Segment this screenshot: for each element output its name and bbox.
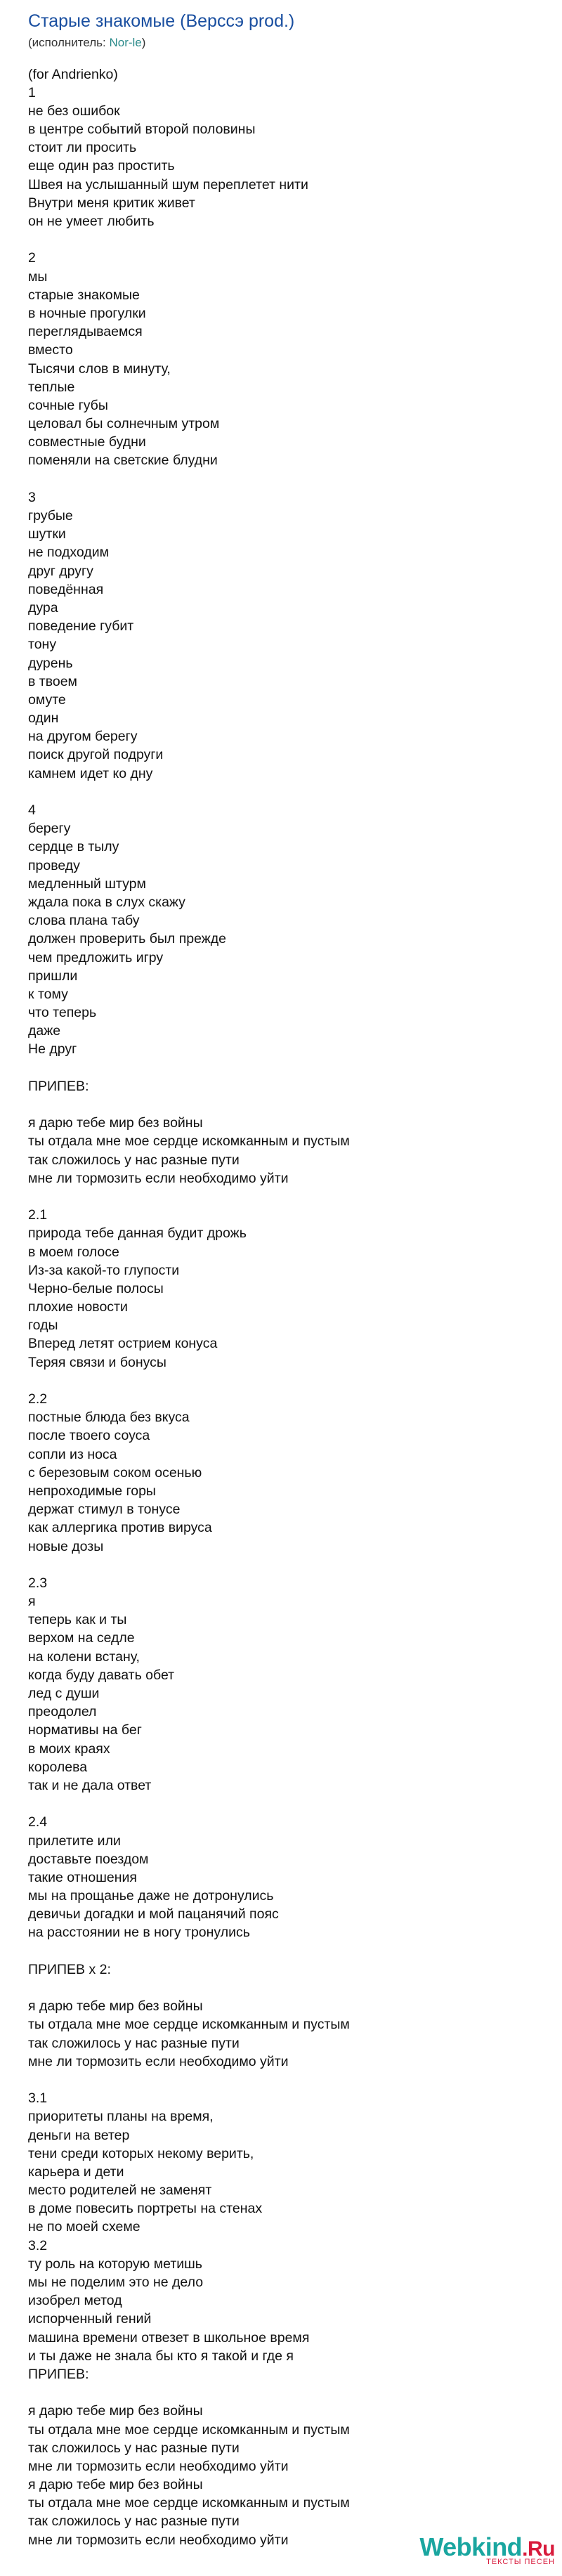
lyric-line: мне ли тормозить если необходимо уйти <box>28 1170 289 1186</box>
lyric-line: тени среди которых некому верить, <box>28 2145 254 2161</box>
lyric-line: так и не дала ответ <box>28 1777 152 1793</box>
lyric-line: место родителей не заменят <box>28 2183 212 2199</box>
lyric-line: ждала пока в слух скажу <box>28 894 185 910</box>
lyric-line: дурень <box>28 655 73 671</box>
lyric-line: годы <box>28 1318 58 1334</box>
lyric-line: мне ли тормозить если необходимо уйти <box>28 2053 289 2069</box>
lyric-line: в моем голосе <box>28 1244 119 1260</box>
lyric-line: как аллергика против вируса <box>28 1520 212 1536</box>
lyric-line: дура <box>28 599 58 616</box>
lyric-line <box>28 1979 562 1997</box>
lyric-line: в твоем <box>28 673 77 689</box>
lyric-line: карьера и дети <box>28 2164 124 2180</box>
lyric-line: целовал бы солнечным утром <box>28 416 220 432</box>
lyric-line: 2 <box>28 250 36 266</box>
lyric-line: непроходимые горы <box>28 1483 156 1499</box>
lyric-line: деньги на ветер <box>28 2127 130 2143</box>
lyric-line <box>28 1556 562 1574</box>
lyric-line: грубые <box>28 508 73 523</box>
lyric-line: поведённая <box>28 581 104 597</box>
lyric-line: 2.4 <box>28 1814 48 1830</box>
lyric-line: чем предложить игру <box>28 949 164 965</box>
lyric-line: теплые <box>28 379 75 395</box>
lyric-line: еще один раз простить <box>28 158 175 174</box>
watermark-brand: Webkind <box>419 2532 523 2561</box>
lyric-line: мы на прощанье даже не дотронулись <box>28 1888 274 1904</box>
lyric-line: проведу <box>28 857 80 873</box>
lyric-line: испорченный гений <box>28 2311 152 2327</box>
lyric-line: на расстоянии не в ногу тронулись <box>28 1925 250 1941</box>
lyric-line: Вперед летят острием конуса <box>28 1336 218 1352</box>
lyric-line: я дарю тебе мир без войны <box>28 2403 203 2419</box>
lyric-line <box>28 2383 562 2402</box>
lyric-line: я дарю тебе мир без войны <box>28 1998 203 2015</box>
lyric-line: переглядываемся <box>28 324 143 340</box>
lyric-line <box>28 1942 562 1960</box>
lyric-line: плохие новости <box>28 1299 128 1315</box>
lyric-line: Не друг <box>28 1041 77 1058</box>
lyric-line: я <box>28 1594 36 1610</box>
lyric-line: даже <box>28 1023 61 1039</box>
lyric-line: в доме повесить портреты на стенах <box>28 2201 263 2217</box>
lyric-line <box>28 1059 562 1077</box>
lyric-line: в ночные прогулки <box>28 305 146 321</box>
lyric-line: не подходим <box>28 545 110 561</box>
lyric-line <box>28 1372 562 1390</box>
lyric-line: старые знакомые <box>28 287 140 303</box>
lyric-line: верхом на седле <box>28 1630 135 1646</box>
lyric-line: поменяли на светские блудни <box>28 453 218 469</box>
lyric-line: так сложилось у нас разные пути <box>28 2440 240 2456</box>
lyric-line: ты отдала мне мое сердце искомканным и пустым <box>28 1133 350 1150</box>
lyric-line: так сложилось у нас разные пути <box>28 2513 240 2530</box>
lyric-line: 1 <box>28 84 36 100</box>
performer-link[interactable]: Nor-le <box>109 35 142 49</box>
lyric-line: в центре событий второй половины <box>28 122 256 138</box>
lyric-line: не без ошибок <box>28 103 120 119</box>
site-watermark <box>419 2532 555 2566</box>
lyric-line: на колени встану, <box>28 1648 140 1665</box>
lyric-line: сердце в тылу <box>28 839 119 855</box>
lyric-line: Черно-белые полосы <box>28 1280 164 1296</box>
lyric-line: Внутри меня критик живет <box>28 195 195 211</box>
lyrics-body <box>28 65 562 2549</box>
watermark-tagline: ТЕКСТЫ ПЕСЕН <box>486 2558 555 2566</box>
lyric-line: Теряя связи и бонусы <box>28 1354 166 1370</box>
lyric-line: и ты даже не знала бы кто я такой и где я <box>28 2348 294 2364</box>
lyric-line: доставьте поездом <box>28 1851 149 1867</box>
lyric-line: ты отдала мне мое сердце искомканным и пустым <box>28 2421 350 2438</box>
lyric-line: совместные будни <box>28 434 146 450</box>
lyric-line: лед с души <box>28 1686 100 1701</box>
lyric-line: такие отношения <box>28 1869 137 1885</box>
lyric-line: 3 <box>28 489 36 505</box>
lyric-line: Тысячи слов в минуту, <box>28 360 171 377</box>
lyric-line <box>28 1188 562 1206</box>
lyric-line: камнем идет ко дну <box>28 765 153 781</box>
lyric-line: мы не поделим это не дело <box>28 2275 204 2290</box>
lyric-line: Швея на услышанный шум переплетет нити <box>28 176 308 193</box>
lyric-line: прилетите или <box>28 1833 121 1849</box>
lyric-line: друг другу <box>28 563 93 579</box>
lyric-line: что теперь <box>28 1005 97 1021</box>
lyric-line: мне ли тормозить если необходимо уйти <box>28 2458 289 2474</box>
lyric-line: сочные губы <box>28 397 108 413</box>
lyric-line: 3.2 <box>28 2237 48 2253</box>
lyric-line: пришли <box>28 968 78 984</box>
lyric-line <box>28 470 562 488</box>
lyric-line: преодолел <box>28 1704 97 1720</box>
performer-prefix: (исполнитель: <box>28 35 110 49</box>
lyric-line <box>28 1095 562 1114</box>
lyric-line: так сложилось у нас разные пути <box>28 2035 240 2051</box>
lyric-line: с березовым соком осенью <box>28 1464 202 1481</box>
lyric-line: ту роль на которую метишь <box>28 2256 202 2272</box>
lyric-line: Из-за какой-то глупости <box>28 1262 180 1278</box>
performer-line <box>28 36 562 50</box>
lyric-line: (for Andrienko) <box>28 66 118 82</box>
lyric-line: мы <box>28 268 48 285</box>
lyric-line: нормативы на бег <box>28 1722 142 1738</box>
lyric-line: я дарю тебе мир без войны <box>28 2477 203 2493</box>
lyric-line: омуте <box>28 691 66 708</box>
song-title: Старые знакомые (Верссэ prod.) <box>28 11 295 31</box>
lyric-line: так сложилось у нас разные пути <box>28 1152 240 1168</box>
lyric-line: ПРИПЕВ: <box>28 1078 89 1094</box>
lyric-line: новые дозы <box>28 1538 104 1554</box>
lyric-line: вместо <box>28 342 73 358</box>
lyric-line: ПРИПЕВ x 2: <box>28 1961 111 1977</box>
lyric-line: поиск другой подруги <box>28 747 164 763</box>
lyric-line: 2.2 <box>28 1391 48 1407</box>
lyric-line: 2.3 <box>28 1575 48 1591</box>
lyric-line <box>28 230 562 249</box>
lyric-line: слова плана табу <box>28 913 140 929</box>
lyric-line: машина времени отвезет в школьное время <box>28 2329 310 2346</box>
lyric-line: после твоего соуса <box>28 1428 150 1444</box>
lyric-line: один <box>28 710 59 727</box>
lyric-line: держат стимул в тонусе <box>28 1502 181 1518</box>
lyric-line: когда буду давать обет <box>28 1667 175 1683</box>
lyric-line: шутки <box>28 526 66 542</box>
lyric-line: берегу <box>28 821 71 837</box>
lyric-line: 4 <box>28 802 36 818</box>
lyric-line: медленный штурм <box>28 876 146 892</box>
lyric-line: ты отдала мне мое сердце искомканным и пустым <box>28 2495 350 2511</box>
lyric-line <box>28 783 562 801</box>
lyric-line: на другом берегу <box>28 729 138 745</box>
lyric-line: должен проверить был прежде <box>28 931 227 947</box>
lyric-line: мне ли тормозить если необходимо уйти <box>28 2532 289 2548</box>
lyric-line: поведение губит <box>28 618 134 635</box>
lyric-line: девичьи догадки и мой пацанячий пояс <box>28 1906 279 1923</box>
lyric-line: королева <box>28 1759 88 1775</box>
lyric-line: 3.1 <box>28 2090 48 2107</box>
watermark-tld: .Ru <box>522 2537 555 2561</box>
lyric-line: постные блюда без вкуса <box>28 1410 190 1426</box>
lyric-line: в моих краях <box>28 1741 110 1757</box>
lyric-line: 2.1 <box>28 1207 48 1223</box>
performer-suffix: ) <box>141 35 146 49</box>
lyric-line: ты отдала мне мое сердце искомканным и пустым <box>28 2017 350 2033</box>
lyric-line: сопли из носа <box>28 1446 117 1462</box>
lyric-line: изобрел метод <box>28 2293 122 2309</box>
lyric-line: приоритеты планы на время, <box>28 2109 214 2125</box>
lyric-line <box>28 1795 562 1813</box>
lyric-line: стоит ли просить <box>28 140 137 156</box>
lyric-line: теперь как и ты <box>28 1612 127 1628</box>
lyric-line: тону <box>28 637 57 653</box>
lyric-line: не по моей схеме <box>28 2219 140 2235</box>
lyric-line: ПРИПЕВ: <box>28 2366 89 2382</box>
lyric-line <box>28 2071 562 2089</box>
lyric-line: я дарю тебе мир без войны <box>28 1115 203 1131</box>
lyric-line: к тому <box>28 986 68 1002</box>
lyric-line: природа тебе данная будит дрожь <box>28 1225 247 1242</box>
lyric-line: он не умеет любить <box>28 214 155 229</box>
